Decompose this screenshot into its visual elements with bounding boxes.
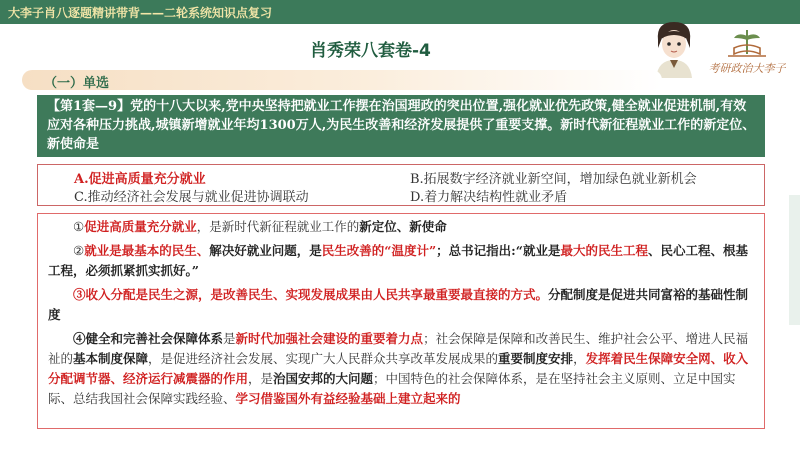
- option-c[interactable]: C.推动经济社会发展与就业促进协调联动: [74, 190, 309, 205]
- analysis-point-1: ①促进高质量充分就业，是新时代新征程就业工作的新定位、新使命: [73, 219, 447, 234]
- course-title: 大李子肖八逐题精讲带背——二轮系统知识点复习: [8, 6, 273, 20]
- option-a[interactable]: A.促进高质量充分就业: [74, 172, 206, 187]
- logo-emblem-icon: [704, 26, 790, 60]
- option-b[interactable]: B.拓展数字经济就业新空间，增加绿色就业新机会: [410, 172, 697, 187]
- question-stem: 【第1套—9】党的十八大以来,党中央坚持把就业工作摆在治国理政的突出位置,强化就业优先政策,健全就业促进机制,有效应对各种压力挑战,城镇新增就业年均1300万人,为民生改善和经济发展提供了重要支撑。新时代新征程就业工作的新定位、新使命是: [37, 95, 765, 157]
- analysis-point-3: ③收入分配是民生之源，是改善民生、实现发展成果由人民共享最重要最直接的方式。分配制度是促进共同富裕的基础性制度: [48, 287, 749, 322]
- section-header: [22, 70, 662, 90]
- avatar: [648, 18, 700, 78]
- page-title: 肖秀荣八套卷-4: [310, 41, 431, 61]
- logo-text: 考研政治大李子: [708, 62, 786, 75]
- analysis-point-4: ④健全和完善社会保障体系是新时代加强社会建设的重要着力点；社会保障是保障和改善民生、维护社会公平、增进人民福祉的基本制度保障，是促进经济社会发展、实现广大人民群众共享改革发展成果的重要制度安排，发挥着民生保障安全网、收入分配调节器、经济运行减震器的作用，是治国安邦的大问题；中国特色的社会保障体系，是在坚持社会主义原则、立足中国实际、总结我国社会保障实践经验、学习借鉴国外有益经验基础上建立起来的: [48, 331, 749, 406]
- option-d[interactable]: D.着力解决结构性就业矛盾: [410, 190, 568, 205]
- side-decoration: [785, 195, 800, 325]
- logo: [704, 26, 790, 82]
- analysis-point-2: ②就业是最基本的民生、解决好就业问题，是民生改善的“温度计”；总书记指出:“就业是最大的民生工程、民心工程、根基工程，必须抓紧抓实抓好。”: [48, 243, 748, 278]
- section-label: （一）单选: [44, 76, 110, 91]
- analysis-box: [37, 213, 765, 429]
- options-box: [37, 164, 765, 206]
